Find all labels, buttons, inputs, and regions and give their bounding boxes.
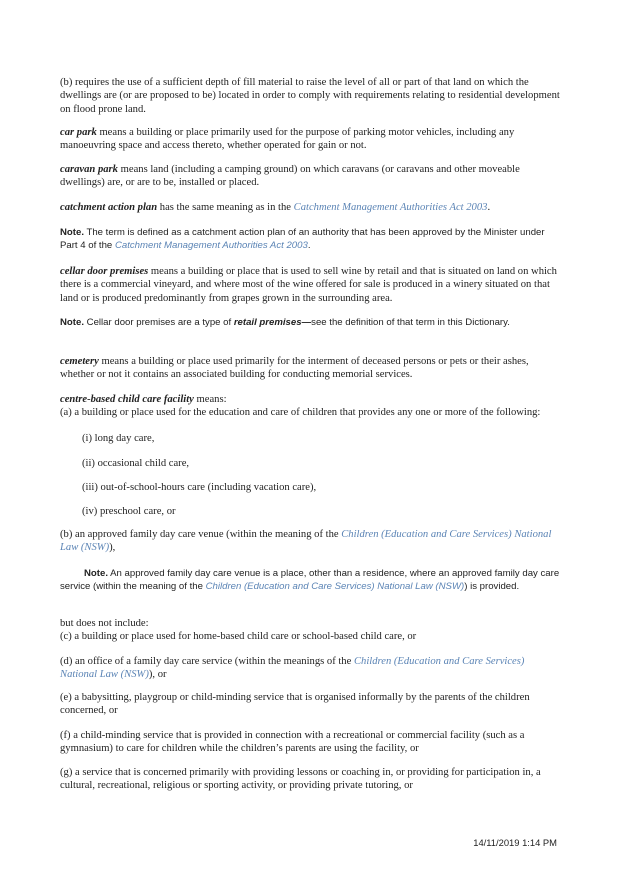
clause-d-text: (d) an office of a family day care service (within the meanings of the xyxy=(60,656,354,667)
term-centre-based-child-care: centre-based child care facility xyxy=(60,394,194,405)
exclusions-intro xyxy=(60,617,560,644)
note-text: Cellar door premises are a type of xyxy=(83,317,234,328)
clause-b-end: ), xyxy=(109,542,116,554)
term-retail-premises: retail premises xyxy=(233,317,302,328)
note-end: . xyxy=(307,239,311,251)
intro-text: but does not include: xyxy=(60,618,149,629)
note-text: An approved family day care venue is a place, other than a residence, where an approved family day care service (within the meaning of the xyxy=(60,568,560,592)
clause-b-text: (b) an approved family day care venue (within the meaning of the xyxy=(60,529,342,540)
note-end: ) is provided. xyxy=(464,580,520,592)
clause-b-paragraph: (b) requires the use of a sufficient depth of fill material to raise the level of all or part of that land on which the dwellings are (or are proposed to be) located in order to comply with requirements relating to residential development on flood prone land. xyxy=(60,77,560,115)
note-end: see the definition of that term in this Dictionary. xyxy=(311,317,510,328)
clause-d-end: ), or xyxy=(148,669,167,681)
link-catchment-act[interactable]: Catchment Management Authorities Act 2003 xyxy=(293,202,488,213)
note-catchment xyxy=(60,227,560,252)
definition-end: . xyxy=(487,202,491,213)
link-children-law-d[interactable]: Children (Education and Care Services) National Law (NSW) xyxy=(60,656,525,681)
clause-f: (f) a child-minding service that is provided in connection with a recreational or commercial facility (such as a gymnasium) to care for children while the children’s parents are using the facility, or xyxy=(60,730,525,755)
note-label: Note. xyxy=(60,227,84,238)
note-text: The term is defined as a catchment action plan of an authority that has been approved by the Minister under Part 4 of the xyxy=(60,227,545,251)
definition-caravan-park xyxy=(60,163,560,190)
definition-text: means a building or place primarily used for the purpose of parking motor vehicles, including any manoeuvring space and access thereto, whether operated for gain or not. xyxy=(60,127,515,152)
em-dash: — xyxy=(301,317,312,328)
clause-e: (e) a babysitting, playgroup or child-minding service that is organised informally by the parents of the children concerned, or xyxy=(60,692,530,717)
definition-text: means a building or place that is used to sell wine by retail and that is situated on land on which there is a commercial vineyard, and where most of the wine offered for sale is produced in a winery situated on that land or is produced predominantly from grapes grown in the surrounding area. xyxy=(60,266,557,304)
list-item-iii: (iii) out-of-school-hours care (including vacation care), xyxy=(82,482,317,493)
clause-d xyxy=(60,655,560,682)
list-item-iv: (iv) preschool care, or xyxy=(82,506,176,517)
definition-text: means a building or place used primarily for the interment of deceased persons or pets or their ashes, whether or not it contains an associated building for conducting memorial services. xyxy=(60,356,529,381)
note-cellar xyxy=(60,317,560,330)
clause-g: (g) a service that is concerned primarily with providing lessons or coaching in, or providing for participation in, a cultural, recreational, religious or sporting activity, or providing private tutoring, or xyxy=(60,767,541,792)
note-label: Note. xyxy=(84,568,108,579)
term-car-park: car park xyxy=(60,127,97,138)
link-children-law-note[interactable]: Children (Education and Care Services) National Law (NSW) xyxy=(205,580,465,592)
definition-catchment-action-plan xyxy=(60,201,560,214)
definition-centre-based-child-care xyxy=(60,393,560,420)
clause-c: (c) a building or place used for home-based child care or school-based child care, or xyxy=(60,631,417,643)
definition-text: means: xyxy=(193,394,227,405)
term-cellar-door-premises: cellar door premises xyxy=(60,266,149,277)
definition-text: means land (including a camping ground) on which caravans (or caravans and other moveable dwellings) are, or are to be, installed or placed. xyxy=(60,164,520,189)
footer-timestamp: 14/11/2019 1:14 PM xyxy=(473,837,557,848)
definition-text: has the same meaning as in the xyxy=(157,202,294,213)
note-family-day-care xyxy=(60,568,560,593)
term-cemetery: cemetery xyxy=(60,356,99,367)
list-item-i: (i) long day care, xyxy=(82,433,155,444)
definition-cellar-door-premises xyxy=(60,265,560,305)
definition-cemetery xyxy=(60,355,560,382)
clause-b-family-day-care xyxy=(60,528,560,555)
list-item-ii: (ii) occasional child care, xyxy=(82,458,190,469)
link-catchment-act-note[interactable]: Catchment Management Authorities Act 2003 xyxy=(114,239,308,251)
definition-car-park xyxy=(60,126,560,153)
link-children-law[interactable]: Children (Education and Care Services) National Law (NSW) xyxy=(60,529,552,554)
note-label: Note. xyxy=(60,317,84,328)
term-caravan-park: caravan park xyxy=(60,164,118,175)
clause-a: (a) a building or place used for the education and care of children that provides any one or more of the following: xyxy=(60,407,541,419)
term-catchment-action-plan: catchment action plan xyxy=(60,202,158,213)
